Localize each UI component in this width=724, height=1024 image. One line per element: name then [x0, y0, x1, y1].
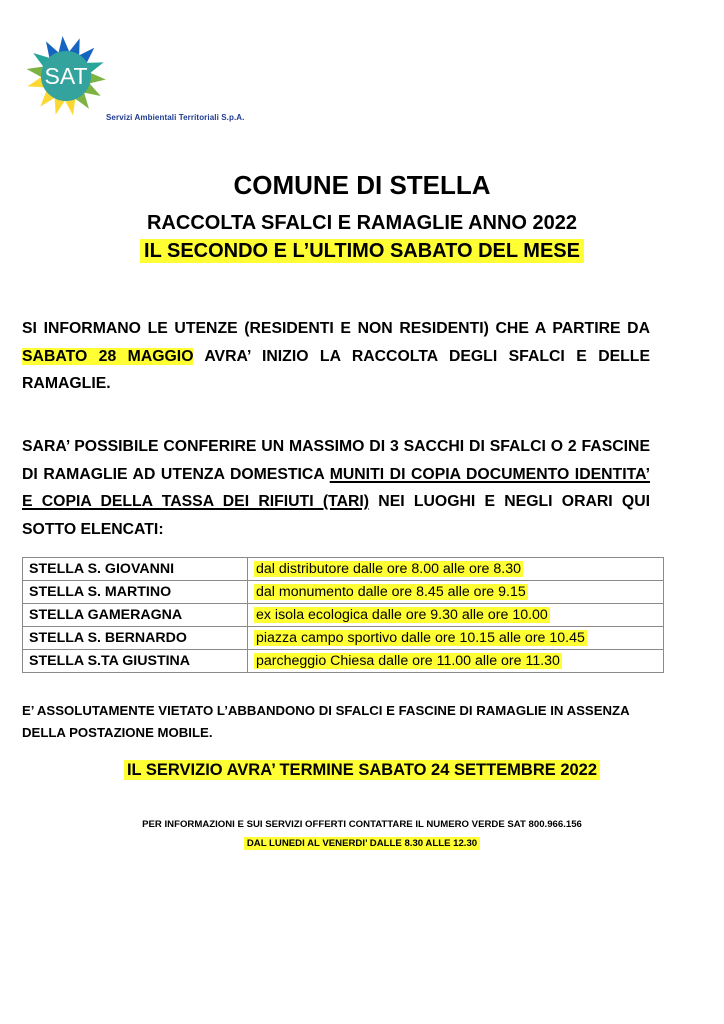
schedule-table [22, 557, 664, 673]
info-paragraph-start-date [22, 315, 650, 398]
schedule-details: ex isola ecologica dalle ore 9.30 alle ore 10.00 [256, 607, 548, 623]
schedule-row [23, 581, 664, 604]
required-documents-underlined: MUNITI DI COPIA DOCUMENTO IDENTITA’ E COPIA DELLA TASSA DEI RIFIUTI (TARI) [22, 465, 650, 510]
start-date-highlight: SABATO 28 MAGGIO [22, 347, 194, 365]
hours-container [0, 838, 724, 849]
schedule-details-cell [248, 604, 664, 627]
info-paragraph-conditions [22, 433, 650, 543]
schedule-details: dal distributore dalle ore 8.00 alle ore 8.30 [256, 561, 522, 577]
headline: IL SECONDO E L’ULTIMO SABATO DEL MESE [140, 239, 584, 263]
headline-container [0, 240, 724, 263]
schedule-details: dal monumento dalle ore 8.45 alle ore 9.15 [256, 584, 526, 600]
para2-text-after: NEI LUOGHI E NEGLI ORARI QUI SOTTO ELENCATI: [22, 493, 650, 538]
schedule-row [23, 604, 664, 627]
schedule-details-cell [248, 627, 664, 650]
para1-text-before: SI INFORMANO LE UTENZE (RESIDENTI E NON RESIDENTI) CHE A PARTIRE DA [22, 320, 650, 337]
end-notice: IL SERVIZIO AVRA’ TERMINE SABATO 24 SETTEMBRE 2022 [124, 760, 600, 780]
schedule-row [23, 558, 664, 581]
schedule-details-cell [248, 581, 664, 604]
schedule-details-cell [248, 558, 664, 581]
sat-logo-graphic [20, 36, 112, 120]
schedule-location: STELLA S. GIOVANNI [23, 558, 248, 581]
end-notice-container [0, 761, 724, 780]
schedule-details: piazza campo sportivo dalle ore 10.15 alle ore 10.45 [256, 630, 585, 646]
schedule-details: parcheggio Chiesa dalle ore 11.00 alle ore 11.30 [256, 653, 560, 669]
para1-text-after: AVRA’ INIZIO LA RACCOLTA DEGLI SFALCI E DELLE RAMAGLIE. [22, 347, 650, 392]
company-name: Servizi Ambientali Territoriali S.p.A. [106, 113, 245, 122]
contact-info: PER INFORMAZIONI E SUI SERVIZI OFFERTI CONTATTARE IL NUMERO VERDE SAT 800.966.156 [142, 819, 582, 830]
page-subtitle: RACCOLTA SFALCI E RAMAGLIE ANNO 2022 [146, 212, 578, 234]
schedule-location: STELLA S. MARTINO [23, 581, 248, 604]
office-hours: DAL LUNEDI AL VENERDI’ DALLE 8.30 ALLE 12.30 [244, 837, 480, 850]
schedule-location: STELLA GAMERAGNA [23, 604, 248, 627]
page-title: COMUNE DI STELLA [233, 170, 491, 200]
para2-text-before: SARA’ POSSIBILE CONFERIRE UN MASSIMO DI 3 SACCHI DI SFALCI O 2 FASCINE DI RAMAGLIE AD UTENZA DOMESTICA [22, 438, 650, 483]
schedule-location: STELLA S. BERNARDO [23, 627, 248, 650]
logo-text: SAT [44, 63, 88, 89]
schedule-row [23, 650, 664, 673]
sat-logo [20, 36, 112, 120]
schedule-details-cell [248, 650, 664, 673]
schedule-row [23, 627, 664, 650]
schedule-location: STELLA S.TA GIUSTINA [23, 650, 248, 673]
schedule-table-body [23, 558, 664, 673]
warning-text: E’ ASSOLUTAMENTE VIETATO L’ABBANDONO DI SFALCI E FASCINE DI RAMAGLIE IN ASSENZA DELLA POSTAZIONE MOBILE. [22, 703, 630, 740]
